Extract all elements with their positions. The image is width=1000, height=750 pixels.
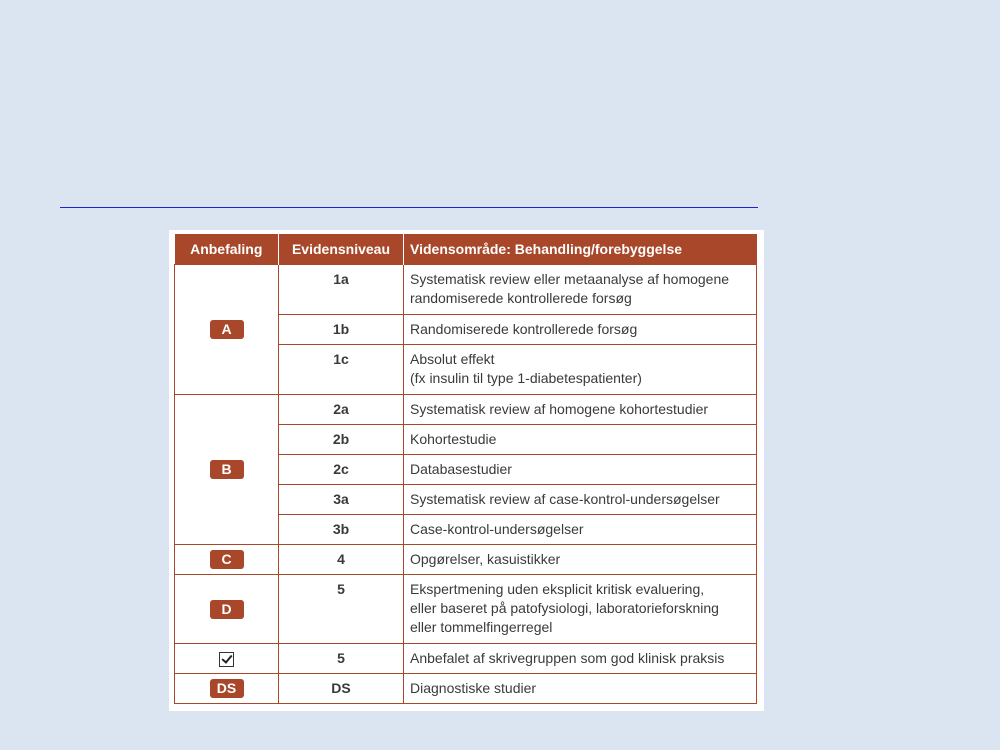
header-knowledge-area: Vidensområde: Behandling/forebyggelse [404,234,757,265]
description-line: Kohortestudie [410,431,497,447]
description-cell [404,575,757,644]
description-cell [404,265,757,315]
evidence-level-cell: 5 [279,575,404,644]
evidence-level-cell: 1b [279,315,404,345]
table-body [175,265,757,704]
description-line: Systematisk review eller metaanalyse af homogene [410,271,730,287]
recommendation-badge: DS [210,679,244,698]
table-header-row [175,234,757,265]
evidence-level-cell: 1a [279,265,404,315]
horizontal-rule [60,207,758,208]
header-recommendation: Anbefaling [175,234,279,265]
description-line: Diagnostiske studier [410,680,537,696]
description-line: Case-kontrol-undersøgelser [410,521,584,537]
evidence-table-container [169,230,764,711]
table-row [175,674,757,704]
evidence-level-cell: 2c [279,455,404,485]
description-cell [404,515,757,545]
description-line: Systematisk review af case-kontrol-undersøgelser [410,491,720,507]
evidence-level-cell: 1c [279,345,404,395]
recommendation-badge: A [210,320,244,339]
description-cell [404,345,757,395]
description-line: eller baseret på patofysiologi, laboratorieforskning [410,600,719,616]
evidence-level-cell: 3a [279,485,404,515]
table-row [175,644,757,674]
recommendation-cell [175,265,279,395]
header-evidence-level: Evidensniveau [279,234,404,265]
checkbox-icon [219,652,234,667]
description-cell [404,425,757,455]
recommendation-badge: D [210,600,244,619]
evidence-level-cell: 2a [279,395,404,425]
description-cell [404,674,757,704]
table-row [175,395,757,425]
description-cell [404,545,757,575]
description-cell [404,485,757,515]
evidence-table [174,234,757,704]
recommendation-cell [175,395,279,545]
table-row [175,545,757,575]
description-line: eller tommelfingerregel [410,619,553,635]
table-row [175,265,757,315]
recommendation-cell [175,674,279,704]
evidence-level-cell: 3b [279,515,404,545]
description-line: (fx insulin til type 1-diabetespatienter) [410,370,642,386]
evidence-level-cell: 5 [279,644,404,674]
description-cell [404,455,757,485]
recommendation-badge: B [210,460,244,479]
recommendation-cell [175,545,279,575]
description-line: Databasestudier [410,461,512,477]
description-cell [404,395,757,425]
description-line: Systematisk review af homogene kohortestudier [410,401,709,417]
description-line: Randomiserede kontrollerede forsøg [410,321,638,337]
evidence-level-cell: 2b [279,425,404,455]
description-line: randomiserede kontrollerede forsøg [410,290,632,306]
description-cell [404,315,757,345]
recommendation-cell [175,644,279,674]
recommendation-badge: C [210,550,244,569]
table-row [175,575,757,644]
description-line: Ekspertmening uden eksplicit kritisk evaluering, [410,581,705,597]
evidence-level-cell: DS [279,674,404,704]
description-line: Opgørelser, kasuistikker [410,551,561,567]
recommendation-cell [175,575,279,644]
description-line: Absolut effekt [410,351,495,367]
description-cell [404,644,757,674]
description-line: Anbefalet af skrivegruppen som god klinisk praksis [410,650,725,666]
evidence-level-cell: 4 [279,545,404,575]
